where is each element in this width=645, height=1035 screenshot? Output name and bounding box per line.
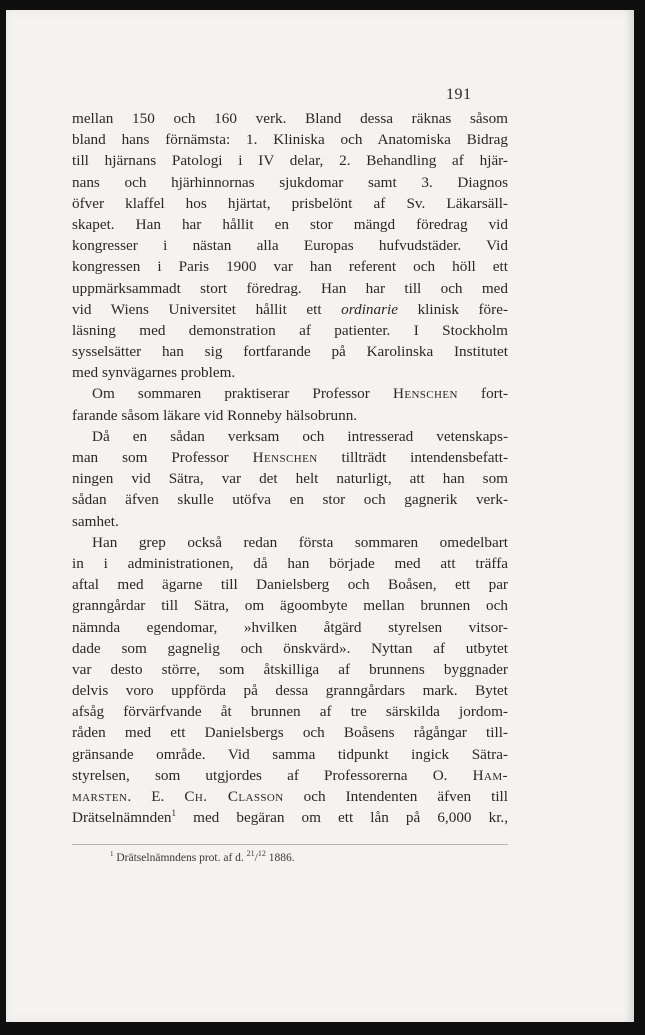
text-line: [72, 320, 508, 341]
text-run: . E.: [127, 788, 165, 805]
small-caps-name: Henschen: [392, 385, 458, 403]
text-line: [72, 214, 508, 235]
text-line: [72, 426, 508, 447]
text-run: gränsande område. Vid samma tidpunkt ingick Sätra-: [72, 745, 508, 763]
text-line: [72, 278, 508, 299]
text-line: [72, 150, 508, 171]
text-run: med begäran om ett lån på 6,000 kr.,: [193, 809, 509, 827]
text-run: läsning med demonstration af patienter. I Stockholm: [72, 321, 508, 339]
text-line: [72, 129, 508, 150]
text-run: man som Professor: [72, 449, 229, 466]
book-page: [6, 10, 634, 1022]
text-run: tillträdt intendensbefatt-: [341, 449, 509, 466]
text-run: afsåg förvärfvande åt brunnen af tre särskilda jordom-: [72, 703, 508, 721]
text-line: [72, 256, 508, 277]
text-run: råden med ett Danielsbergs och Boåsens rågångar till-: [72, 724, 508, 742]
text-line: [72, 468, 508, 489]
text-run: aftal med ägarne till Danielsberg och Boåsen, ett par: [72, 576, 508, 594]
footnote: $^1$ Drätselnämndens prot. af d. $^{21}$/$^{12}$ 1886.: [110, 849, 295, 864]
text-line: [72, 680, 508, 701]
text-run: med synvägarnes problem.: [72, 364, 236, 382]
text-run: mellan 150 och 160 verk. Bland dessa räknas såsom: [72, 110, 508, 127]
text-line: [72, 532, 508, 553]
text-run: farande såsom läkare vid Ronneby hälsobrunn.: [72, 406, 358, 424]
small-caps-name: Ham-: [472, 766, 508, 784]
text-line: [72, 341, 508, 362]
text-run: in i administrationen, då han började med att träffa: [72, 554, 508, 572]
text-run: granngårdar till Sätra, om ägoombyte mellan brunnen och: [72, 597, 508, 615]
small-caps-name: marsten: [72, 788, 128, 805]
text-line: [72, 193, 508, 214]
footnote-marker: 1: [110, 850, 114, 858]
text-line: [72, 595, 508, 616]
footnote-ref: 1: [171, 808, 177, 819]
text-run: Då en sådan verksam och intresserad vetenskaps-: [92, 427, 508, 445]
text-run: samhet.: [72, 512, 119, 530]
text-line: [72, 617, 508, 638]
small-caps-name: Henschen: [252, 449, 318, 466]
text-line: [72, 786, 508, 807]
text-line: [72, 744, 508, 765]
text-run: öfver klaffel hos hjärtat, prisbelönt af Sv. Läkarsäll-: [72, 194, 508, 212]
text-run: nans och hjärhinnornas sjukdomar samt 3. Diagnos: [72, 173, 508, 191]
text-run: fort-: [481, 385, 509, 403]
footnote-divider: [72, 844, 508, 845]
footnote-date-month: 12: [257, 849, 266, 858]
text-line: [72, 447, 508, 468]
footnote-year: 1886.: [268, 851, 295, 864]
text-run: ningen vid Sätra, var det helt naturligt, att han som: [72, 470, 508, 488]
text-run: Drätselnämnden: [72, 809, 172, 827]
text-line: [72, 553, 508, 574]
text-run: till hjärnans Patologi i IV delar, 2. Behandling af hjär-: [72, 152, 508, 170]
text-run: delvis voro uppförda på dessa granngårdars mark. Bytet: [72, 682, 508, 700]
text-line: [72, 299, 508, 320]
text-run: dade som gagnelig och önskvärd». Nyttan af utbytet: [72, 639, 508, 657]
text-run: kongressen i Paris 1900 var han referent och höll ett: [72, 258, 508, 276]
text-run: och Intendenten äfven till: [303, 788, 508, 805]
text-line: [72, 701, 508, 722]
text-line: [72, 722, 508, 743]
footnote-text: Drätselnämndens prot. af d.: [116, 851, 244, 864]
text-line: [72, 574, 508, 595]
text-run: klinisk före-: [417, 300, 509, 318]
text-run: skapet. Han har hållit en stor mängd föredrag vid: [72, 215, 508, 233]
text-line: [72, 405, 508, 426]
text-run: Om sommaren praktiserar Professor: [92, 385, 370, 403]
page-number: 191: [446, 86, 472, 103]
page-edge-shadow: [624, 10, 634, 1022]
italic-word: ordinarie: [341, 300, 398, 318]
body-text: [72, 108, 508, 828]
text-run: bland hans förnämsta: 1. Kliniska och Anatomiska Bidrag: [72, 131, 508, 149]
text-run: vid Wiens Universitet hållit ett: [72, 300, 322, 318]
text-run: kongresser i nästan alla Europas hufvudstäder. Vid: [72, 237, 508, 255]
text-line: [72, 172, 508, 193]
small-caps-name: Ch. Classon: [184, 788, 284, 805]
text-run: uppmärksammadt stort föredrag. Han har till och med: [72, 279, 508, 297]
text-run: Han grep också redan första sommaren omedelbart: [92, 533, 508, 551]
text-run: sådan äfven skulle utöfva en stor och gagnerik verk-: [72, 491, 508, 509]
text-run: nämnda egendomar, »hvilken åtgärd styrelsen vitsor-: [72, 618, 508, 636]
text-line: [72, 659, 508, 680]
text-line: [72, 638, 508, 659]
text-line: [72, 108, 508, 129]
text-line: [72, 765, 508, 786]
text-line: [72, 511, 508, 532]
text-line: [72, 807, 508, 828]
text-line: [72, 383, 508, 404]
text-run: styrelsen, som utgjordes af Professorerna O.: [72, 766, 448, 784]
text-line: [72, 362, 508, 383]
text-run: var desto större, som åtskilliga af brunnens byggnader: [72, 660, 508, 678]
footnote-date-day: 21: [246, 849, 255, 858]
text-line: [72, 235, 508, 256]
text-run: sysselsätter han sig fortfarande på Karolinska Institutet: [72, 343, 508, 361]
text-line: [72, 489, 508, 510]
